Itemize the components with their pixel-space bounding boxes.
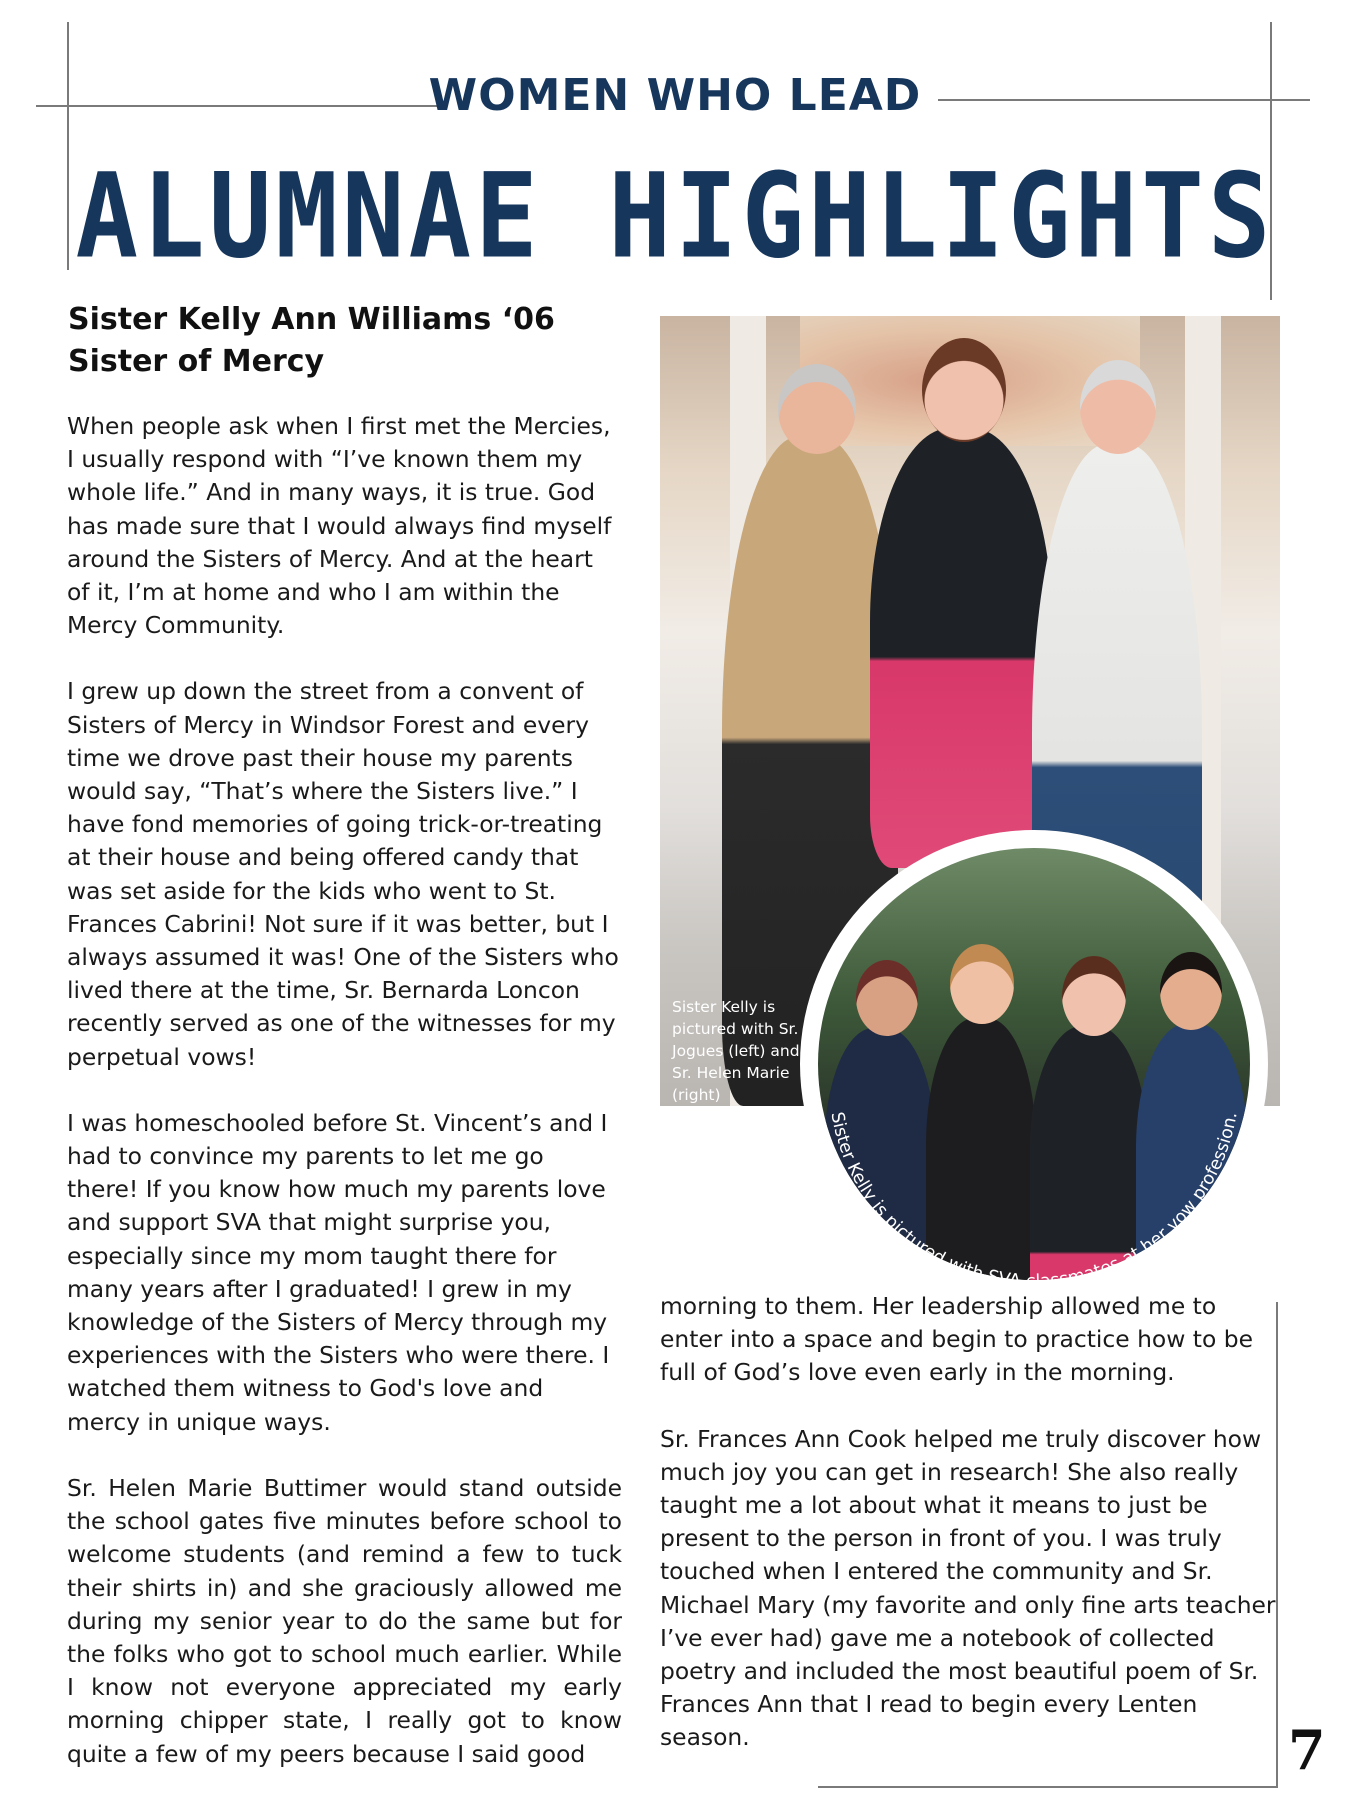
circle-photo-caption: Sister Kelly is pictured with SVA classmates at her vow profession. [826,1110,1242,1292]
circle-photo-caption-arc [800,830,1268,1298]
person-center-figure [870,428,1052,868]
main-photo-caption: Sister Kelly is pictured with Sr. Jogues (left) and Sr. Helen Marie (right) [672,998,800,1104]
svg-text:Sister Kelly is pictured with [826,1110,1241,1291]
article-paragraph: I grew up down the street from a convent of Sisters of Mercy in Windsor Forest and every time we drove past their house my parents would say, “That’s where the Sisters live.” I have fond memories of going trick-or-treating at their house and being offered candy that was set aside for the kids who went to St. Frances Cabrini! Not sure if it was better, but I always assumed it was! One of the Sisters who lived there at the time, Sr. Bernarda Loncon recently served as one of the witnesses for my perpetual vows! [67,677,619,1071]
article-paragraph: Sr. Helen Marie Buttimer would stand outside the school gates five minutes before school to welcome students (and remind a few to tuck their shirts in) and she graciously allowed me during my senior year to do the same but for the folks who got to school much earlier. While I know not everyone appreciated my early morning chipper state, I really got to know quite a few of my peers because I said good [67,1473,622,1768]
person-left-head [778,364,856,454]
article-paragraph: When people ask when I first met the Mercies, I usually respond with “I’ve known them my whole life.” And in many ways, it is true. God has made sure that I would always find myself around the Sisters of Mercy. And at the heart of it, I’m at home and who I am within the Mercy Community. [67,412,612,640]
article-paragraph: morning to them. Her leadership allowed me to enter into a space and begin to practice how to be full of God’s love even early in the morning. [660,1292,1253,1387]
profile-role: Sister of Mercy [68,344,325,379]
page-number: 7 [1288,1718,1326,1782]
section-kicker: WOMEN WHO LEAD [428,70,922,121]
page-title: ALUMNAE HIGHLIGHTS [75,148,1275,285]
article-paragraph: I was homeschooled before St. Vincent’s and I had to convince my parents to let me go there! If you know how much my parents love and support SVA that might surprise you, especially since my mom taught there for many years after I graduated! I grew in my knowledge of the Sisters of Mercy through my experiences with the Sisters who were there. I watched them witness to God's love and mercy in unique ways. [67,1108,610,1436]
person-right-head [1080,360,1156,454]
article-paragraph: Sr. Frances Ann Cook helped me truly discover how much joy you can get in research! She also really taught me a lot about what it means to just be present to the person in front of you. I was truly touched when I entered the community and Sr. Michael Mary (my favorite and only fine arts teacher I’ve ever had) gave me a notebook of collected poetry and included the most beautiful poem of Sr. Frances Ann that I read to begin every Lenten season. [660,1424,1276,1752]
article-column-right [660,1290,1280,1788]
person-center-head [922,338,1006,442]
profile-name: Sister Kelly Ann Williams ‘06 [68,302,555,337]
article-column-left [67,410,622,1804]
